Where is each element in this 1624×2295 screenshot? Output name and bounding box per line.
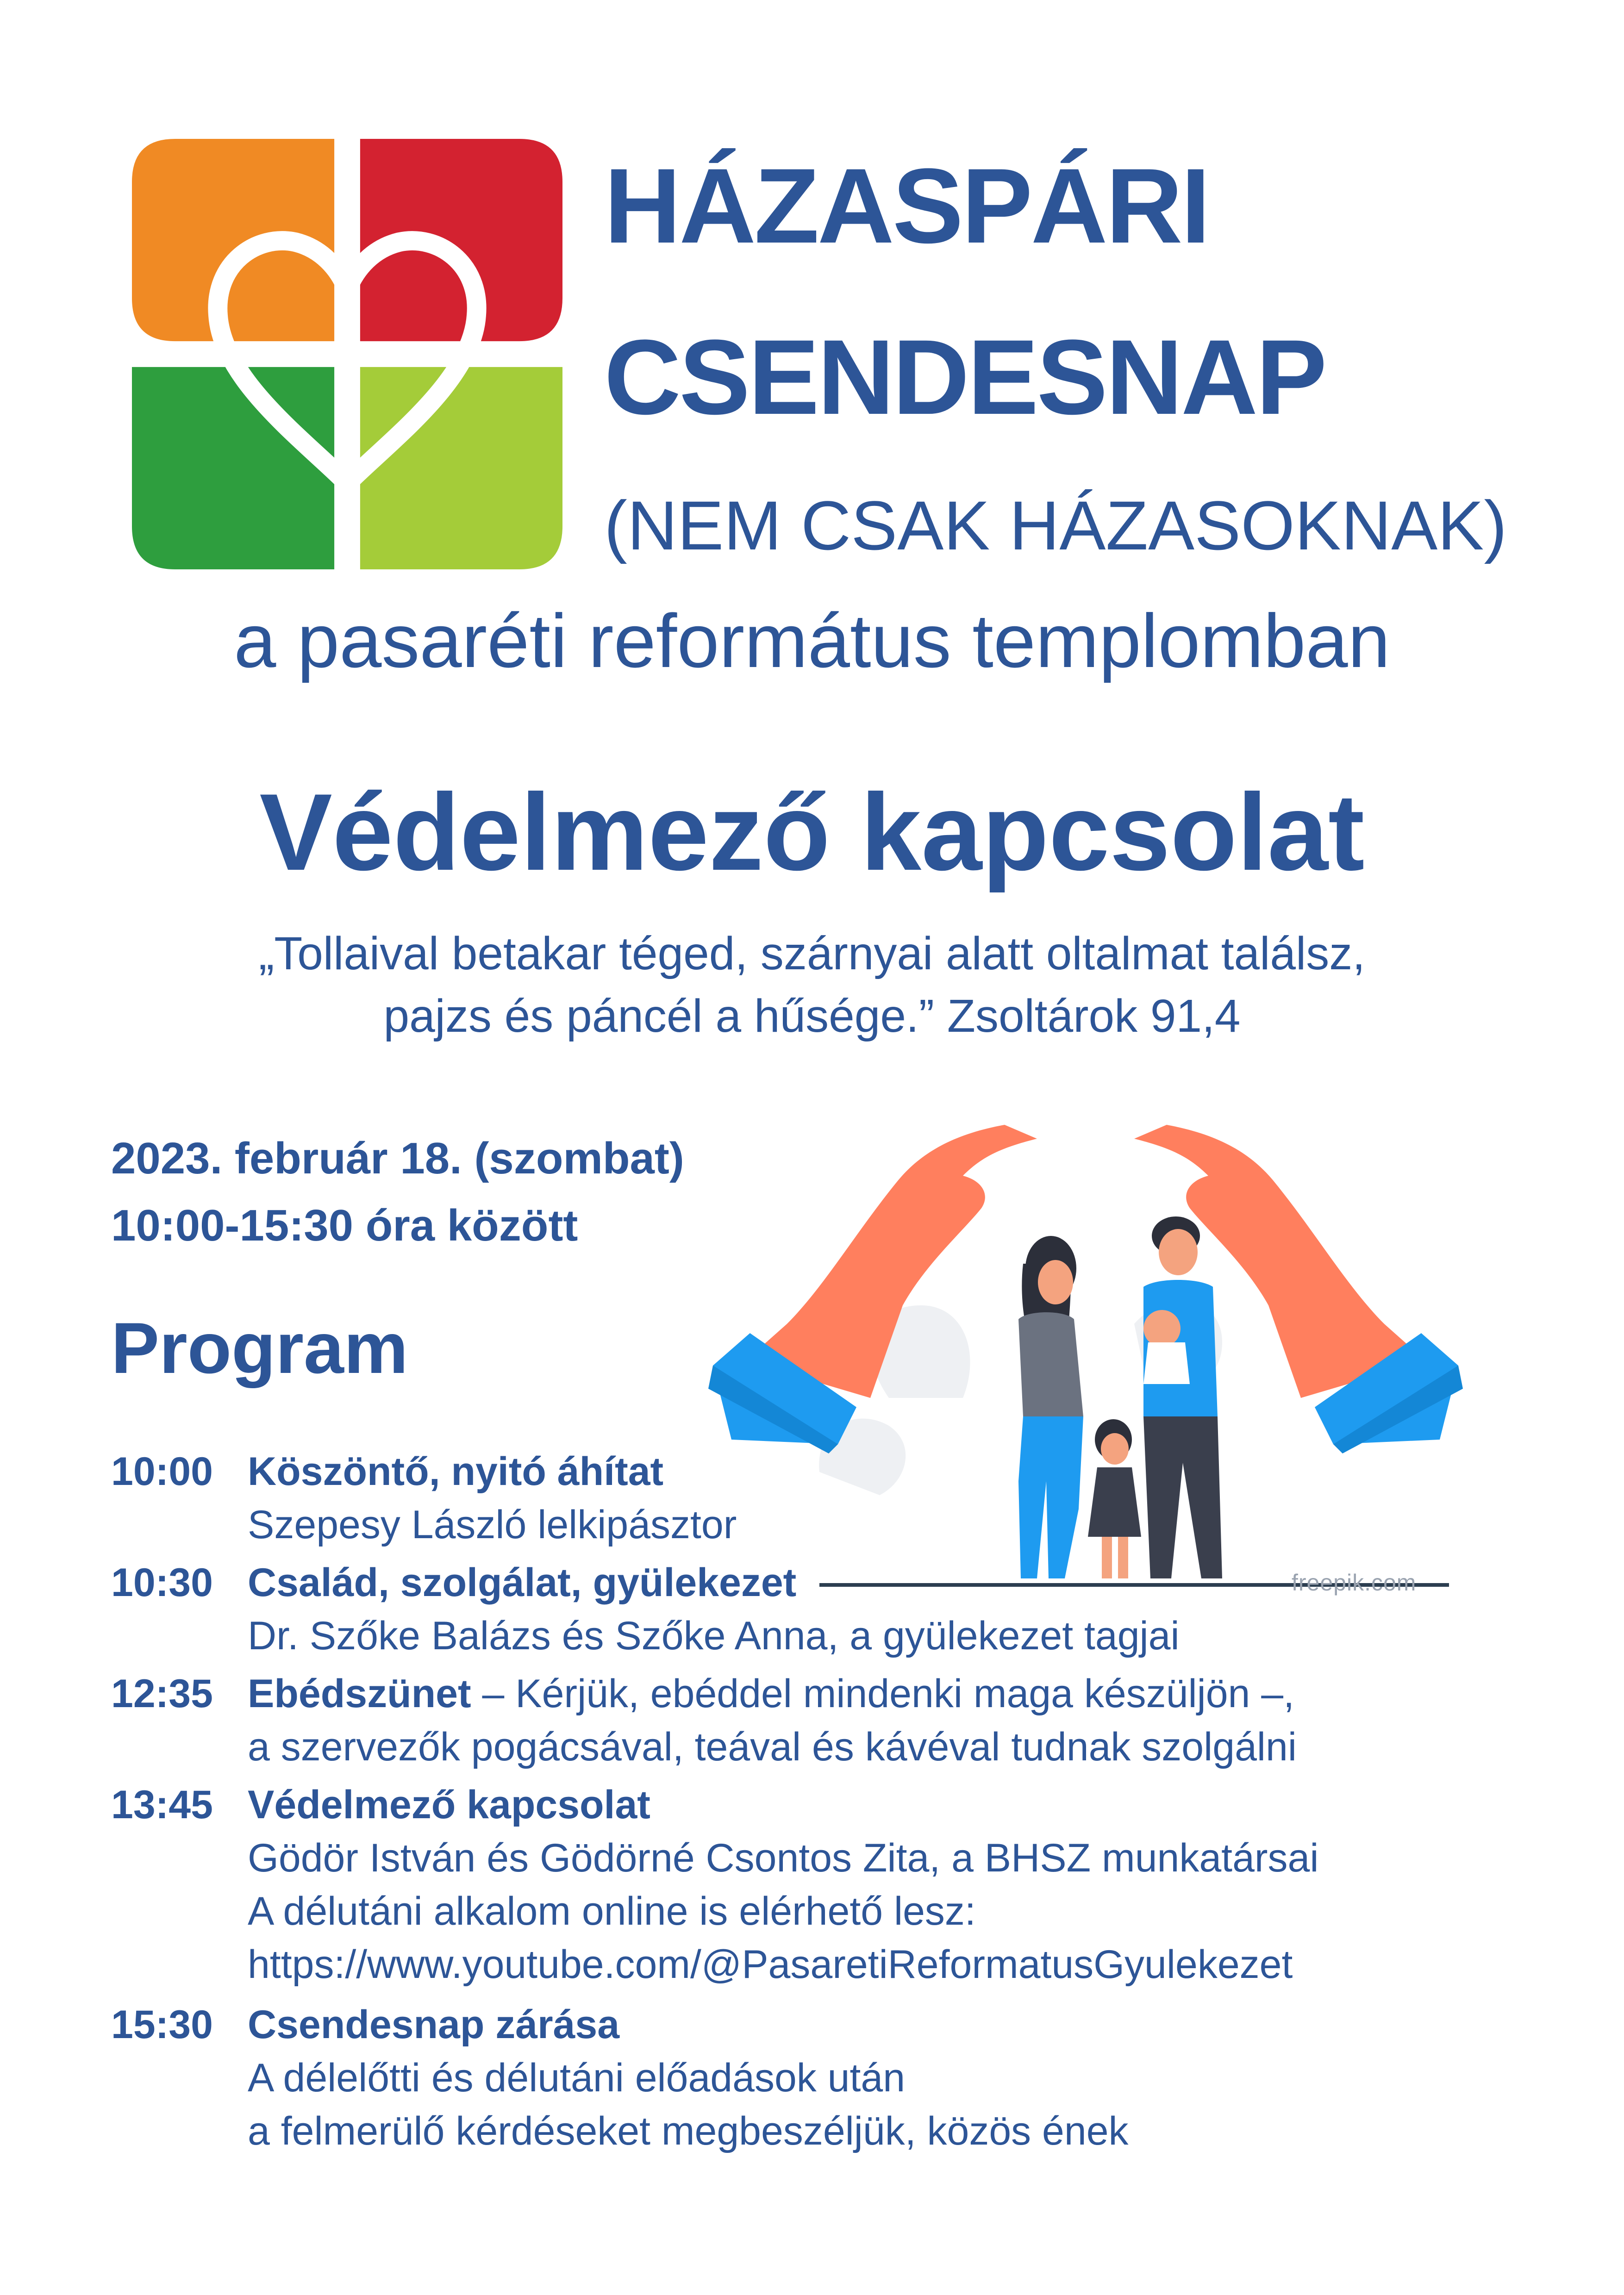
- program-title: Védelmező kapcsolat: [248, 1783, 650, 1827]
- program-title-suffix: – Kérjük, ebéddel mindenki maga készüljön –,: [471, 1671, 1294, 1716]
- program-line: A délutáni alkalom online is elérhető lesz:: [248, 1889, 976, 1933]
- quote-line-1: „Tollaival betakar téged, szárnyai alatt oltalmat találsz,: [258, 928, 1366, 979]
- title-line-1: HÁZASPÁRI: [604, 146, 1209, 265]
- program-line: a felmerülő kérdéseket megbeszéljük, közös ének: [248, 2109, 1129, 2153]
- program-title: Család, szolgálat, gyülekezet: [248, 1560, 797, 1605]
- illustration-credit: freepik.com: [1292, 1570, 1417, 1596]
- event-time: 10:00-15:30 óra között: [111, 1201, 578, 1250]
- program-line: Dr. Szőke Balázs és Szőke Anna, a gyülekezet tagjai: [248, 1614, 1180, 1658]
- program-time: 10:30: [111, 1560, 213, 1605]
- location: a pasaréti református templomban: [234, 599, 1390, 683]
- youtube-link[interactable]: https://www.youtube.com/@PasaretiReformatusGyulekezet: [248, 1942, 1293, 1987]
- quote-line-2: pajzs és páncél a hűsége.” Zsoltárok 91,4: [383, 990, 1241, 1042]
- program-line: Gödör István és Gödörné Csontos Zita, a BHSZ munkatársai: [248, 1836, 1319, 1880]
- program-heading: Program: [111, 1308, 408, 1389]
- program-line: A délelőtti és délutáni előadások után: [248, 2056, 906, 2100]
- program-time: 15:30: [111, 2002, 213, 2047]
- program-time: 12:35: [111, 1671, 213, 1716]
- program-title: Köszöntő, nyitó áhítat: [248, 1449, 664, 1494]
- program-time: 10:00: [111, 1449, 213, 1494]
- theme-title: Védelmező kapcsolat: [259, 771, 1365, 893]
- heart-flower-logo: [132, 139, 562, 569]
- program-title: Ebédszünet: [248, 1671, 471, 1716]
- program-line: Szepesy László lelkipásztor: [248, 1503, 737, 1547]
- program-time: 13:45: [111, 1783, 213, 1827]
- protective-hands-family-illustration: [704, 1065, 1472, 1620]
- program-line: a szervezők pogácsával, teával és kávéval tudnak szolgálni: [248, 1725, 1297, 1769]
- program-title: Csendesnap zárása: [248, 2002, 620, 2047]
- event-date: 2023. február 18. (szombat): [111, 1134, 684, 1183]
- subtitle: (NEM CSAK HÁZASOKNAK): [604, 486, 1507, 564]
- title-line-2: CSENDESNAP: [604, 318, 1325, 437]
